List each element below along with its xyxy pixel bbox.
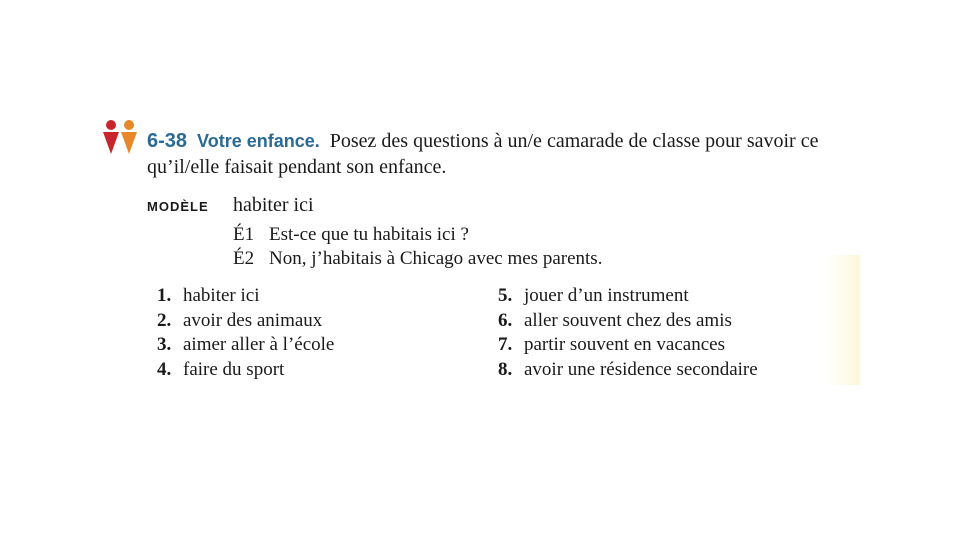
person-orange-head <box>124 120 134 130</box>
pair-work-icon <box>101 119 139 155</box>
item-number: 8. <box>498 358 513 380</box>
person-red-head <box>106 120 116 130</box>
item-text: habiter ici <box>183 285 260 306</box>
item-text: aimer aller à l’école <box>183 334 335 355</box>
page-edge-shading <box>826 255 860 385</box>
item-text: aller souvent chez des amis <box>524 309 732 331</box>
person-orange-body <box>121 132 137 154</box>
list-item <box>498 358 758 383</box>
list-item <box>157 309 334 334</box>
model-label: MODÈLE <box>147 199 209 214</box>
speaker-label: É2 <box>233 248 255 269</box>
item-number: 6. <box>498 309 513 331</box>
exercise-title: Votre enfance. <box>197 131 320 151</box>
dialogue-text: Est-ce que tu habitais ici ? <box>269 224 469 245</box>
item-number: 5. <box>498 285 513 306</box>
exercise-number: 6-38 <box>147 130 188 152</box>
exercise-header <box>147 128 847 180</box>
item-text: faire du sport <box>183 358 285 380</box>
item-number: 1. <box>157 285 172 306</box>
list-item <box>157 333 334 358</box>
item-text: partir souvent en vacances <box>524 334 725 355</box>
item-number: 7. <box>498 334 513 355</box>
list-item <box>498 309 758 334</box>
model-prompt: habiter ici <box>233 194 314 216</box>
item-text: jouer d’un instrument <box>524 285 689 306</box>
person-red-body <box>103 132 119 154</box>
item-number: 2. <box>157 309 172 331</box>
item-number: 4. <box>157 358 172 380</box>
list-item <box>498 284 758 309</box>
exercise-instruction: Posez des questions à un/e camarade de classe pour savoir ce qu’il/elle faisait pendant son enfance. <box>147 130 819 178</box>
item-text: avoir des animaux <box>183 309 323 331</box>
list-item <box>157 284 334 309</box>
items-list-left <box>157 284 334 382</box>
model-dialogue-line <box>233 223 469 247</box>
list-item <box>157 358 334 383</box>
list-item <box>498 333 758 358</box>
item-text: avoir une résidence secondaire <box>524 358 758 380</box>
items-list-right <box>498 284 758 382</box>
dialogue-text: Non, j’habitais à Chicago avec mes parents. <box>269 248 603 269</box>
speaker-label: É1 <box>233 224 255 245</box>
item-number: 3. <box>157 334 172 355</box>
model-dialogue-line <box>233 247 602 271</box>
